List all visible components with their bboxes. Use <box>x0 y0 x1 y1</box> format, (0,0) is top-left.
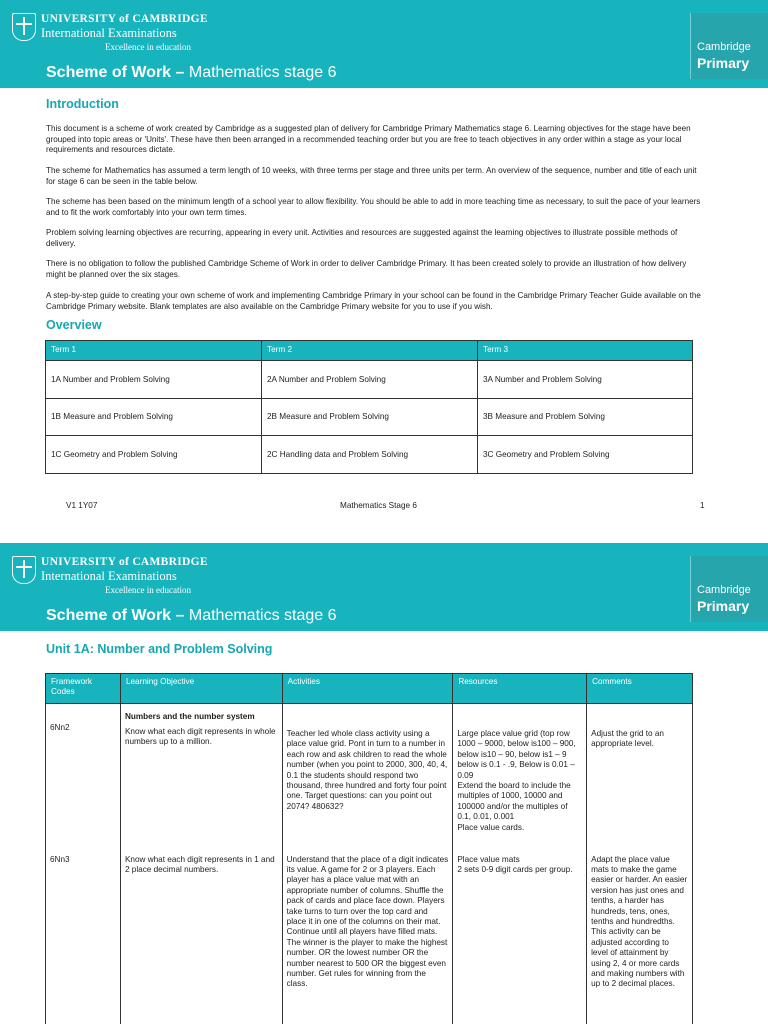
learning-objective-cell <box>120 704 282 836</box>
column-header-resources: Resources <box>453 674 587 704</box>
resources-cell: Large place value grid (top row 1000 – 9000, below is100 – 900, below is10 – 90, below is1 – 9 below is 0.1 - .9, Below is 0.01 – 0.09 Extend the board to include the multiples of 1000, 10000 and 100000 and/or the multiples of 0.1, 0.01, 0.001 Place value cards. <box>453 704 587 836</box>
comments-cell: Adapt the place value mats to make the game easier or harder. An easier version has just ones and tenths, a harder has hundreds, tens, ones, tenths and hundredths. This activity can be adjusted according to level of attainment by using 2, 4 or more cards and making numbers with up to 2 decimal places. <box>587 836 693 1024</box>
intro-paragraph-2: The scheme for Mathematics has assumed a term length of 10 weeks, with three terms per stage and three units per term. An overview of the sequence, number and title of each unit for stage 6 can be seen in the table below. <box>46 166 697 186</box>
framework-code: 6Nn3 <box>46 836 121 1024</box>
footer-version: V1 1Y07 <box>66 501 98 510</box>
table-row <box>46 361 693 399</box>
introduction-heading: Introduction <box>46 97 119 111</box>
overview-table <box>45 340 693 474</box>
overview-cell: 3B Measure and Problem Solving <box>478 398 693 436</box>
section-heading: Numbers and the number system <box>124 712 255 721</box>
tagline: Excellence in education <box>105 585 191 595</box>
footer-doc-title: Mathematics Stage 6 <box>340 501 417 510</box>
cambridge-primary-logo: Cambridge Primary <box>690 556 768 622</box>
page-header-banner <box>0 0 768 88</box>
overview-cell: 3A Number and Problem Solving <box>478 361 693 399</box>
overview-cell: 1B Measure and Problem Solving <box>46 398 262 436</box>
unit-header-row <box>46 674 693 704</box>
table-row <box>46 704 693 836</box>
overview-header-term-2: Term 2 <box>262 341 478 361</box>
unit-title: Unit 1A: Number and Problem Solving <box>46 642 273 656</box>
university-name: UNIVERSITY of CAMBRIDGE <box>41 556 208 568</box>
overview-cell: 3C Geometry and Problem Solving <box>478 436 693 474</box>
footer-page-number: 1 <box>700 501 705 510</box>
overview-cell: 1C Geometry and Problem Solving <box>46 436 262 474</box>
learning-objective: Know what each digit represents in 1 and 2 place decimal numbers. <box>120 836 282 1024</box>
activity-cell: Understand that the place of a digit indicates its value. A game for 2 or 3 players. Each player has a place value mat with an appropriate number of columns. Shuffle the pack of cards and place face down. Players take turns to turn over the top card and place it in one of the columns on their mat. Continue until all players have filled mats. The winner is the player to make the highest number. OR the lowest number OR the number nearest to 500 OR the biggest even number. Get rules for winning from the class. <box>282 836 453 1024</box>
column-header-activities: Activities <box>282 674 453 704</box>
column-header-framework-codes: Framework Codes <box>46 674 121 704</box>
overview-cell: 2A Number and Problem Solving <box>262 361 478 399</box>
crest-icon <box>12 556 36 584</box>
intro-paragraph-4: Problem solving learning objectives are recurring, appearing in every unit. Activities and resources are suggested against the learning objectives to illustrate possible methods of delivery. <box>46 228 678 248</box>
table-row <box>46 836 693 1024</box>
table-row <box>46 398 693 436</box>
comments-cell: Adjust the grid to an appropriate level. <box>587 704 693 836</box>
page-title: Scheme of Work – Mathematics stage 6 <box>46 607 337 624</box>
crest-icon <box>12 13 36 41</box>
cambridge-primary-logo: Cambridge Primary <box>690 13 768 79</box>
table-row <box>46 436 693 474</box>
intro-paragraph-5: There is no obligation to follow the published Cambridge Scheme of Work in order to deliver Cambridge Primary. It has been created solely to provide an illustration of how delivery might be planned over the six stages. <box>46 259 687 279</box>
framework-code: 6Nn2 <box>46 704 121 836</box>
unit-table <box>45 673 693 1024</box>
organisation-name: International Examinations <box>41 26 177 40</box>
intro-paragraph-3: The scheme has been based on the minimum length of a school year to allow flexibility. You should be able to add in more teaching time as necessary, to suit the pace of your learners and to fit the work comfortably into your own term times. <box>46 197 701 217</box>
page-header-banner <box>0 543 768 631</box>
column-header-learning-objective: Learning Objective <box>120 674 282 704</box>
university-name: UNIVERSITY of CAMBRIDGE <box>41 13 208 25</box>
learning-objective: Know what each digit represents in whole numbers up to a million. <box>124 727 276 747</box>
page-title: Scheme of Work – Mathematics stage 6 <box>46 64 337 81</box>
intro-paragraph-6: A step-by-step guide to creating your own scheme of work and implementing Cambridge Primary in your school can be found in the Cambridge Primary Teacher Guide available on the Cambridge Primary website. Blank templates are also available on the Cambridge Primary website for you to use if you wish. <box>46 291 701 311</box>
resources-cell: Place value mats 2 sets 0-9 digit cards per group. <box>453 836 587 1024</box>
overview-cell: 2B Measure and Problem Solving <box>262 398 478 436</box>
overview-cell: 1A Number and Problem Solving <box>46 361 262 399</box>
activity-cell: Teacher led whole class activity using a place value grid. Pont in turn to a number in each row and ask children to read the whole number (when you point to 2000, 300, 40, 4, 0.1 the students should respond two thousand, three hundred and forty four point one. Target questions: can you point out 2074? 480632? <box>282 704 453 836</box>
organisation-name: International Examinations <box>41 569 177 583</box>
tagline: Excellence in education <box>105 42 191 52</box>
overview-heading: Overview <box>46 318 102 332</box>
column-header-comments: Comments <box>587 674 693 704</box>
overview-header-row <box>46 341 693 361</box>
overview-header-term-1: Term 1 <box>46 341 262 361</box>
intro-paragraph-1: This document is a scheme of work created by Cambridge as a suggested plan of delivery for Cambridge Primary Mathematics stage 6. Learning objectives for the stage have been grouped into topic areas or 'Units'. These have then been arranged in a recommended teaching order but you are free to teach objectives in any order within a stage as your local requirements and resources dictate. <box>46 124 691 155</box>
overview-header-term-3: Term 3 <box>478 341 693 361</box>
overview-cell: 2C Handling data and Problem Solving <box>262 436 478 474</box>
